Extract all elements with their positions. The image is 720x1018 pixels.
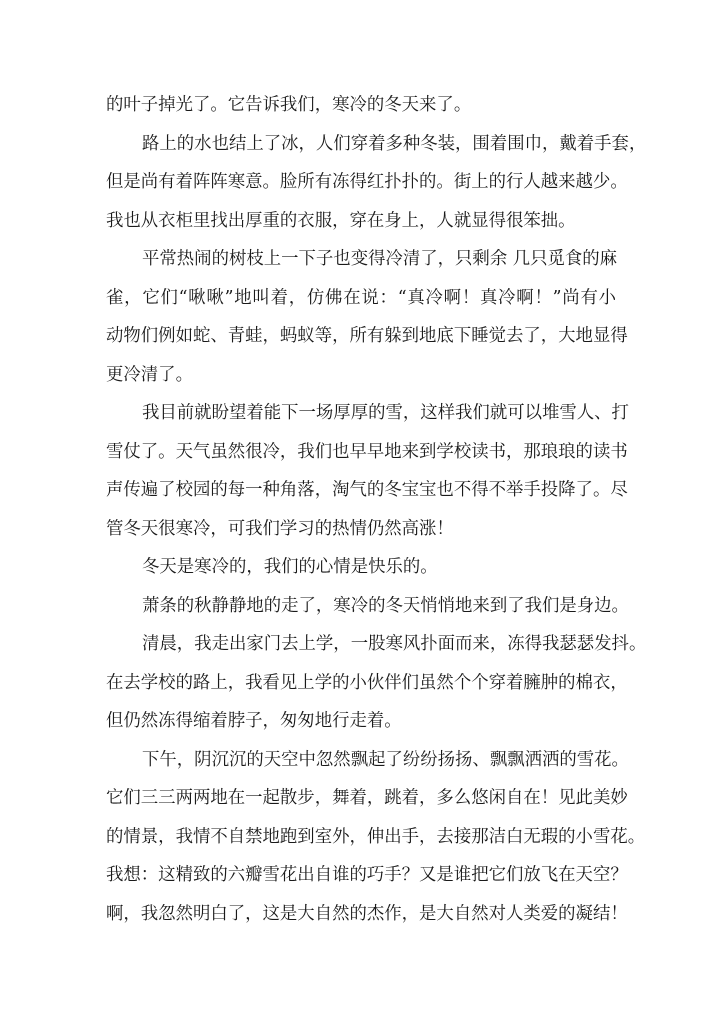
text-line: 雀，它们“啾啾”地叫着，仿佛在说：“真冷啊！真冷啊！”尚有小: [106, 287, 616, 308]
text-line: 冬天是寒冷的，我们的心情是快乐的。: [142, 557, 438, 577]
text-line: 我目前就盼望着能下一场厚厚的雪，这样我们就可以堆雪人、打: [142, 403, 629, 423]
text-line: 但是尚有着阵阵寒意。脸所有冻得红扑扑的。街上的行人越来越少。: [106, 172, 628, 192]
text-line: 路上的水也结上了冰，人们穿着多种冬装，围着围巾，戴着手套，: [142, 133, 647, 154]
text-line: 的叶子掉光了。它告诉我们，寒冷的冬天来了。: [106, 95, 472, 115]
text-line: 平常热闹的树枝上一下子也变得冷清了，只剩余 几只觅食的麻: [142, 249, 618, 269]
text-line: 但仍然冻得缩着脖子，匆匆地行走着。: [106, 711, 402, 731]
text-line: 动物们例如蛇、青蛙，蚂蚁等，所有躲到地底下睡觉去了，大地显得: [106, 326, 628, 346]
text-line: 我也从衣柜里找出厚重的衣服，穿在身上，人就显得很笨拙。: [106, 210, 576, 231]
text-line: 它们三三两两地在一起散步，舞着，跳着，多么悠闲自在！见此美妙: [106, 788, 628, 808]
document-body: [106, 86, 647, 933]
text-line: 雪仗了。天气虽然很冷，我们也早早地来到学校读书，那琅琅的读书: [106, 441, 628, 462]
text-line: 啊，我忽然明白了，这是大自然的杰作，是大自然对人类爱的凝结！: [106, 903, 628, 924]
text-line: 在去学校的路上，我看见上学的小伙伴们虽然个个穿着臃肿的棉衣，: [106, 672, 628, 693]
text-line: 声传遍了校园的每一种角落，淘气的冬宝宝也不得不举手投降了。尽: [106, 480, 628, 500]
text-line: 下午，阴沉沉的天空中忽然飘起了纷纷扬扬、飘飘洒洒的雪花。: [142, 749, 629, 770]
text-line: 的情景，我情不自禁地跑到室外，伸出手，去接那洁白无瑕的小雪花。: [106, 826, 646, 847]
text-line: 萧条的秋静静地的走了，寒冷的冬天悄悄地来到了我们是身边。: [142, 595, 629, 616]
text-line: 清晨，我走出家门去上学，一股寒风扑面而来，冻得我瑟瑟发抖。: [142, 634, 647, 654]
text-line: 管冬天很寒冷，可我们学习的热情仍然高涨！: [106, 518, 454, 539]
text-line: 更冷清了。: [106, 364, 193, 385]
text-line: 我想：这精致的六瓣雪花出自谁的巧手？又是谁把它们放飞在天空？: [106, 865, 628, 885]
